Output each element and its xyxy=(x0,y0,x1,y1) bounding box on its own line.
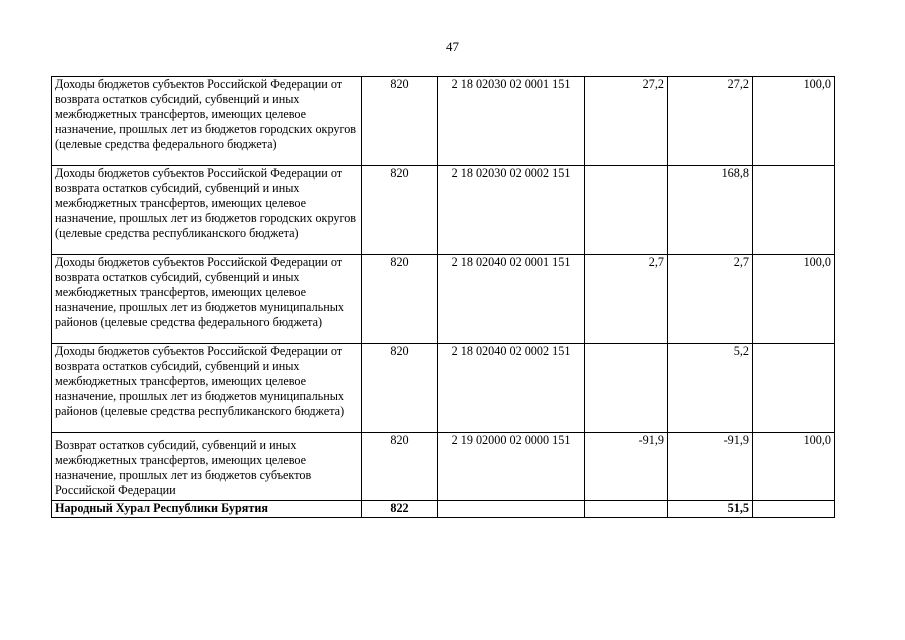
total-name-cell: Народный Хурал Республики Бурятия xyxy=(52,501,362,518)
budget-code-cell: 2 18 02040 02 0001 151 xyxy=(438,255,585,344)
revenue-name-cell: Доходы бюджетов субъектов Российской Федерации от возврата остатков субсидий, субвенций и иных межбюджетных трансфертов, имеющих целевое назначение, прошлых лет из бюджетов городских округов (целевые средства республиканского бюджета) xyxy=(52,166,362,255)
admin-code-cell: 820 xyxy=(362,166,438,255)
plan-amount-cell: -91,9 xyxy=(585,433,668,501)
admin-code-cell: 820 xyxy=(362,77,438,166)
budget-code-cell: 2 18 02030 02 0002 151 xyxy=(438,166,585,255)
revenue-name-cell: Доходы бюджетов субъектов Российской Федерации от возврата остатков субсидий, субвенций и иных межбюджетных трансфертов, имеющих целевое назначение, прошлых лет из бюджетов муниципальных районов (целевые средства федерального бюджета) xyxy=(52,255,362,344)
table-row xyxy=(52,77,835,166)
actual-amount-cell: 5,2 xyxy=(668,344,753,433)
page-number: 47 xyxy=(446,39,459,54)
total-actual-amount-cell: 51,5 xyxy=(668,501,753,518)
percent-cell: 100,0 xyxy=(753,433,835,501)
plan-amount-cell xyxy=(585,166,668,255)
revenue-name-cell: Доходы бюджетов субъектов Российской Федерации от возврата остатков субсидий, субвенций и иных межбюджетных трансфертов, имеющих целевое назначение, прошлых лет из бюджетов муниципальных районов (целевые средства республиканского бюджета) xyxy=(52,344,362,433)
table-row xyxy=(52,344,835,433)
total-plan-amount-cell xyxy=(585,501,668,518)
budget-code-cell: 2 19 02000 02 0000 151 xyxy=(438,433,585,501)
actual-amount-cell: 2,7 xyxy=(668,255,753,344)
revenue-name-cell: Доходы бюджетов субъектов Российской Федерации от возврата остатков субсидий, субвенций и иных межбюджетных трансфертов, имеющих целевое назначение, прошлых лет из бюджетов городских округов (целевые средства федерального бюджета) xyxy=(52,77,362,166)
total-admin-code-cell: 822 xyxy=(362,501,438,518)
budget-code-cell: 2 18 02030 02 0001 151 xyxy=(438,77,585,166)
table-row xyxy=(52,166,835,255)
percent-cell xyxy=(753,344,835,433)
total-percent-cell xyxy=(753,501,835,518)
actual-amount-cell: 168,8 xyxy=(668,166,753,255)
budget-code-cell: 2 18 02040 02 0002 151 xyxy=(438,344,585,433)
total-budget-code-cell xyxy=(438,501,585,518)
total-row xyxy=(52,501,835,518)
table-row xyxy=(52,433,835,501)
percent-cell: 100,0 xyxy=(753,77,835,166)
actual-amount-cell: 27,2 xyxy=(668,77,753,166)
percent-cell: 100,0 xyxy=(753,255,835,344)
plan-amount-cell: 2,7 xyxy=(585,255,668,344)
revenue-name-cell: Возврат остатков субсидий, субвенций и иных межбюджетных трансфертов, имеющих целевое назначение, прошлых лет из бюджетов субъектов Российской Федерации xyxy=(52,433,362,501)
plan-amount-cell: 27,2 xyxy=(585,77,668,166)
actual-amount-cell: -91,9 xyxy=(668,433,753,501)
percent-cell xyxy=(753,166,835,255)
admin-code-cell: 820 xyxy=(362,433,438,501)
admin-code-cell: 820 xyxy=(362,255,438,344)
budget-revenue-table xyxy=(51,76,835,518)
plan-amount-cell xyxy=(585,344,668,433)
admin-code-cell: 820 xyxy=(362,344,438,433)
table-row xyxy=(52,255,835,344)
